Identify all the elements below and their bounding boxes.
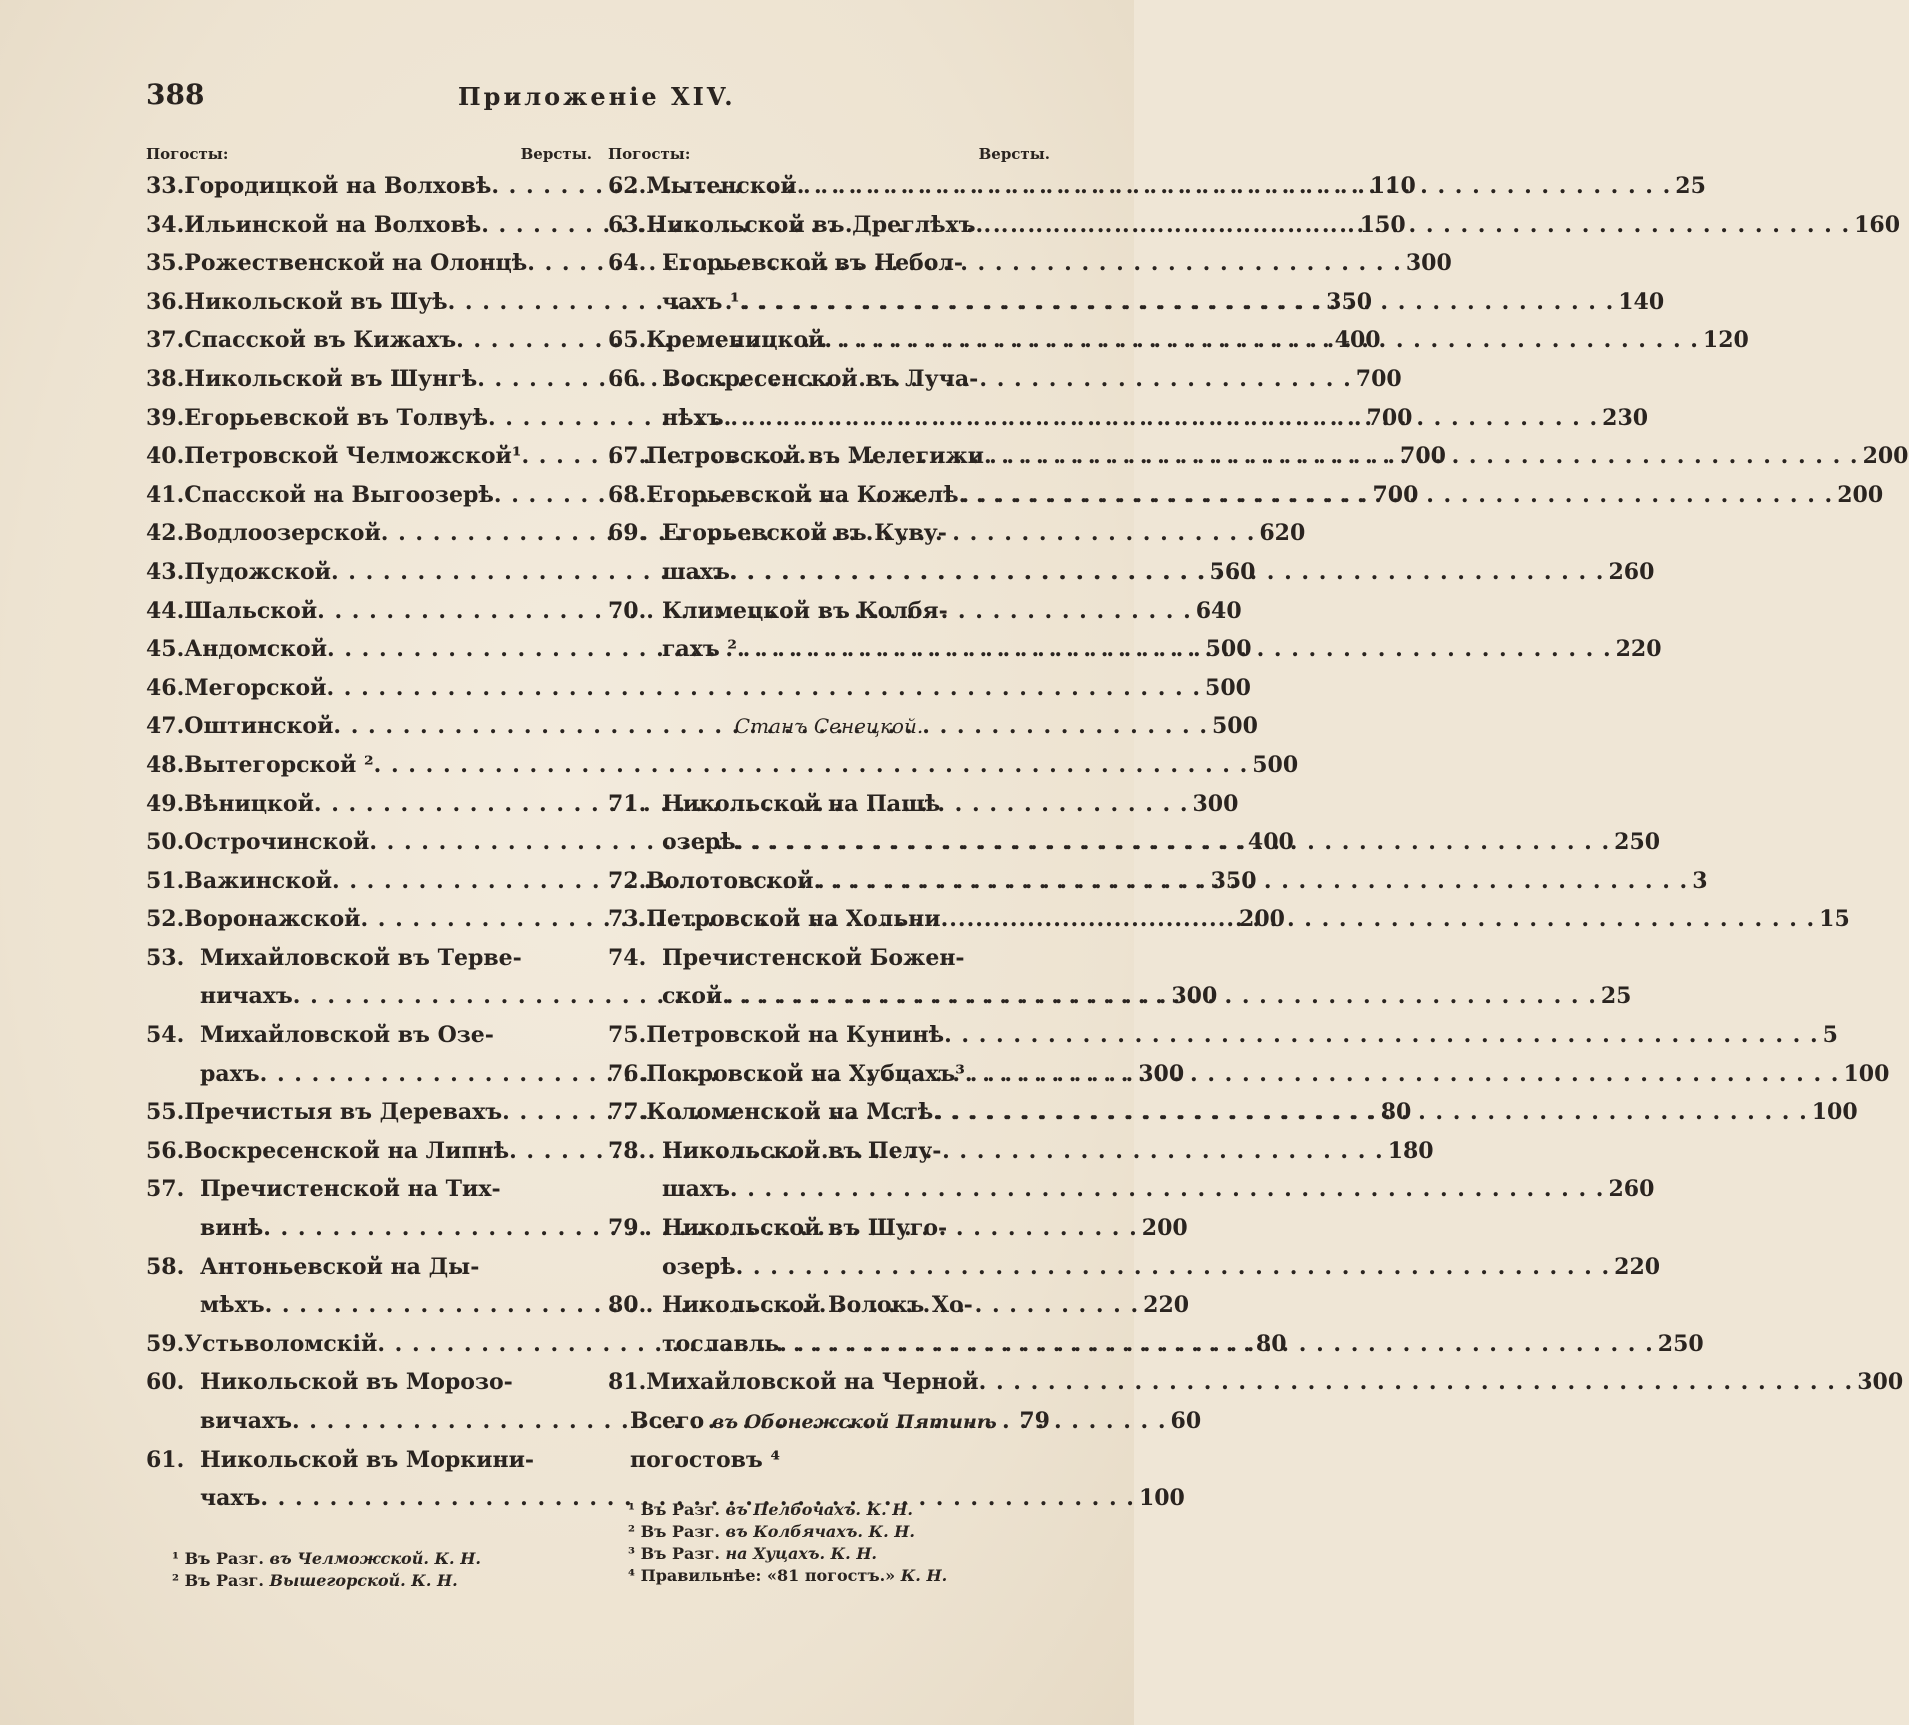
entry-number: 79. — [608, 1215, 647, 1242]
entry-line — [608, 1248, 1661, 1287]
footnote-text: Въ Разг. — [640, 1544, 726, 1563]
entry-distance: 110 — [1369, 173, 1416, 199]
entry-line — [146, 669, 1251, 708]
entry-name: озерѣ — [662, 829, 736, 856]
entry-name: Кременицкой — [646, 327, 825, 354]
entry-distance: 500 — [1212, 713, 1258, 740]
entry-name: шахъ — [662, 558, 730, 585]
entry-distance: 5 — [1822, 1022, 1838, 1049]
entry-name: мѣхъ — [200, 1292, 265, 1319]
entry-distance: 200 — [1239, 906, 1285, 933]
entry-number: 66. — [608, 365, 647, 392]
entry-distance: 620 — [1259, 520, 1306, 547]
entry-name: Воскресенской на Липнѣ — [184, 1137, 510, 1164]
entry-line — [146, 746, 1299, 785]
entry-name: Никольской въ Шуго- — [662, 1215, 948, 1242]
entry-distance: 700 — [1366, 404, 1413, 431]
entry-line — [146, 939, 592, 978]
entry-number: 49. — [146, 790, 185, 817]
entry-line — [608, 1363, 1904, 1402]
entry-name: Шальской — [184, 597, 318, 624]
dot-leader — [740, 283, 1615, 322]
entry-number: 76. — [608, 1060, 647, 1087]
entry-name: Устьволомскiй — [184, 1330, 378, 1357]
entry-name: Мегорской — [184, 674, 327, 701]
entry-number: 53. — [146, 944, 185, 971]
entry-number: 75. — [608, 1022, 647, 1049]
entry-distance: 80 — [1255, 1330, 1287, 1357]
entry-name: нѣхъ — [662, 404, 724, 431]
entry-distance: 230 — [1602, 404, 1649, 431]
left-footnotes — [172, 1548, 481, 1592]
entry-distance: 100 — [1138, 1485, 1185, 1512]
entry-name: Пречистенской на Тих- — [200, 1176, 501, 1203]
entry-line — [146, 1441, 592, 1480]
dot-leader — [730, 1170, 1605, 1209]
entry-name: Никольской Волокъ Хо- — [662, 1292, 973, 1319]
entry-distance: 250 — [1657, 1330, 1704, 1357]
entry-name: тославль — [662, 1330, 780, 1357]
footnote-text: Въ Разг. — [640, 1500, 726, 1519]
entry-name: Вѣницкой — [184, 790, 314, 817]
dot-leader — [965, 1055, 1840, 1094]
entry-distance: 200 — [1141, 1215, 1188, 1242]
entry-name: Никольской въ Моркини- — [200, 1446, 535, 1473]
entry-number: 51. — [146, 867, 185, 894]
footnote-mark: ⁴ — [628, 1566, 641, 1585]
entry-name: Никольской въ Пелу- — [662, 1137, 942, 1164]
footnote-italic: К. Н. — [900, 1566, 948, 1585]
entry-number: 55. — [146, 1099, 185, 1126]
entry-number: 54. — [146, 1022, 185, 1049]
entry-name: Петровской Челможской¹ — [184, 443, 522, 470]
entry-distance: 25 — [1600, 983, 1632, 1010]
entry-name: ничахъ — [200, 983, 293, 1010]
column-label-pogosty: Погосты: — [146, 145, 229, 163]
footnote-text: Правильнѣе: «81 погостъ.» — [640, 1566, 901, 1585]
entry-name: Петровской въ Мелегижи — [646, 443, 984, 470]
footnote-mark: ² — [628, 1522, 641, 1541]
entry-distance: 300 — [1138, 1060, 1185, 1087]
entry-distance: 25 — [1675, 173, 1706, 199]
entry-distance: 220 — [1614, 1253, 1661, 1280]
entry-name: Оштинской — [184, 713, 334, 740]
entry-distance: 250 — [1614, 829, 1661, 856]
entry-name: Егорьевской въ Толвуѣ — [184, 404, 488, 431]
entry-line — [146, 1248, 592, 1287]
dot-leader — [779, 1325, 1654, 1364]
dot-leader — [824, 321, 1699, 360]
list-item — [608, 1016, 1838, 1055]
footnote — [628, 1565, 947, 1587]
entry-number: 36. — [146, 288, 185, 315]
footnote-text: Въ Разг. — [640, 1522, 726, 1541]
entry-number: 58. — [146, 1253, 185, 1280]
entry-name: Петровской на Кунинѣ — [646, 1022, 945, 1049]
entry-distance: 400 — [1334, 327, 1381, 354]
entry-name: ской — [662, 983, 723, 1010]
entry-name: Никольской въ Морозо- — [200, 1369, 513, 1396]
total-line-2: погостовъ ⁴ — [630, 1446, 781, 1473]
right-column-header — [608, 143, 1050, 165]
entry-distance: 400 — [1247, 829, 1294, 856]
section-title: Станъ Сенецкой. — [734, 714, 924, 739]
list-item — [146, 746, 1299, 785]
entry-distance: 180 — [1387, 1137, 1434, 1164]
entry-number: 35. — [146, 250, 185, 277]
entry-name: чахъ — [200, 1485, 261, 1512]
entry-distance: 500 — [1252, 751, 1299, 778]
entry-number: 42. — [146, 520, 185, 547]
footnote-italic: Вышегорской. К. Н. — [269, 1571, 458, 1590]
entry-name: Вытегорской ² — [184, 751, 374, 778]
entry-number: 67. — [608, 443, 647, 470]
entry-name: винѣ — [200, 1215, 264, 1242]
entry-name: Никольской въ Дреглѣхъ — [646, 211, 976, 238]
entry-line — [608, 939, 1050, 978]
entry-number: 69. — [608, 520, 647, 547]
entry-name: Петровской на Хольни — [646, 906, 941, 933]
entry-number: 63. — [608, 211, 647, 238]
entry-name: Андомской — [184, 636, 328, 663]
entry-distance: 200 — [1837, 481, 1884, 508]
entry-name: Егорьевской на Кожелѣ — [646, 481, 959, 508]
entry-name: Никольской въ Шуѣ — [184, 288, 448, 315]
entry-distance: 3 — [1692, 867, 1708, 894]
dot-leader — [724, 399, 1599, 438]
entry-number: 39. — [146, 404, 185, 431]
dot-leader — [730, 553, 1605, 592]
left-column-header — [146, 143, 592, 165]
entry-line — [608, 785, 1050, 824]
entry-number: 77. — [608, 1099, 647, 1126]
entry-distance: 140 — [1618, 288, 1665, 315]
entry-distance: 260 — [1608, 1176, 1655, 1203]
entry-name: Михайловской въ Терве- — [200, 944, 522, 971]
entry-name: Спасской на Выгоозерѣ — [184, 481, 494, 508]
entry-name: Острочинской — [184, 829, 370, 856]
entry-distance: 80 — [1380, 1099, 1412, 1126]
entry-name: Егорьевской въ Небол- — [662, 250, 964, 277]
entry-number: 59. — [146, 1330, 185, 1357]
entry-line — [146, 1363, 592, 1402]
entry-name: Климецкой въ Колбя- — [662, 597, 948, 624]
entry-name: Никольской на Пашѣ — [662, 790, 941, 817]
footnote-italic: въ Пелбочахъ. К. Н. — [725, 1500, 913, 1519]
dot-leader — [737, 630, 1612, 669]
page-title: Приложенiе XIV. — [458, 82, 736, 111]
footnote-text: Въ Разг. — [184, 1549, 270, 1568]
entry-name: Рожественской на Олонцѣ — [184, 250, 528, 277]
footnote — [172, 1570, 481, 1592]
page-number: 388 — [146, 78, 205, 111]
entry-distance: 500 — [1205, 636, 1252, 663]
entry-number: 74. — [608, 944, 647, 971]
entry-name: чахъ ¹ — [662, 288, 740, 315]
dot-leader — [984, 437, 1859, 476]
column-label-versty: Версты. — [978, 145, 1050, 163]
entry-name: Мытенской — [646, 173, 797, 199]
entry-number: 80. — [608, 1292, 647, 1319]
footnote — [172, 1548, 481, 1570]
entry-name: Егорьевской въ Куву- — [662, 520, 947, 547]
entry-name: Городицкой на Волховѣ — [184, 173, 492, 199]
entry-name: Ильинской на Волховѣ — [184, 211, 482, 238]
footnote-mark: ¹ — [628, 1500, 641, 1519]
entry-number: 50. — [146, 829, 185, 856]
footnote-mark: ³ — [628, 1544, 641, 1563]
dot-leader — [736, 823, 1611, 862]
entry-distance: 15 — [1819, 906, 1850, 933]
right-footnotes — [628, 1499, 947, 1587]
footnote-mark: ² — [172, 1571, 185, 1590]
entry-name: Антоньевской на Ды- — [200, 1253, 480, 1280]
entry-number: 41. — [146, 481, 185, 508]
dot-leader — [941, 900, 1816, 939]
list-item — [608, 1363, 1904, 1402]
entry-number: 34. — [146, 211, 185, 238]
entry-number: 40. — [146, 443, 185, 470]
entry-name: Коломенской на Мстѣ — [646, 1099, 934, 1126]
list-item — [146, 669, 1251, 708]
dot-leader — [722, 977, 1597, 1016]
dot-leader — [736, 1248, 1611, 1287]
entry-line — [608, 592, 1050, 631]
entry-distance: 220 — [1143, 1292, 1190, 1319]
entry-line — [608, 1132, 1050, 1171]
entry-name: Волотовской — [646, 867, 814, 894]
entry-number: 52. — [146, 906, 185, 933]
entry-distance: 700 — [1372, 481, 1419, 508]
entry-number: 73. — [608, 906, 647, 933]
dot-leader — [979, 1363, 1854, 1402]
entry-distance: 100 — [1811, 1099, 1858, 1126]
entry-distance: 300 — [1405, 250, 1452, 277]
entry-line — [608, 360, 1050, 399]
entry-distance: 500 — [1205, 674, 1251, 701]
entry-name: рахъ — [200, 1060, 260, 1087]
entry-distance: 160 — [1854, 211, 1901, 238]
total-italic: въ Обонежской Пятинѣ — [711, 1411, 997, 1433]
column-label-pogosty: Погосты: — [608, 145, 691, 163]
entry-number: 48. — [146, 751, 185, 778]
entry-distance: 220 — [1615, 636, 1662, 663]
entry-line — [608, 1016, 1838, 1055]
footnote — [628, 1499, 947, 1521]
entry-name: Воскресенской въ Луча- — [662, 365, 979, 392]
footnote — [628, 1543, 947, 1565]
entry-name: Пудожской — [184, 558, 331, 585]
entry-name: Водлоозерской — [184, 520, 381, 547]
entry-distance: 300 — [1171, 983, 1218, 1010]
entry-number: 46. — [146, 674, 185, 701]
entry-number: 60. — [146, 1369, 185, 1396]
entry-name: Пречистенской Божен- — [662, 944, 965, 971]
entry-name: Воронажской — [184, 906, 361, 933]
entry-name: гахъ ² — [662, 636, 738, 663]
entry-distance: 300 — [1857, 1369, 1904, 1396]
entry-line — [146, 1170, 592, 1209]
dot-leader — [797, 167, 1672, 206]
total-word: Всего — [630, 1408, 705, 1434]
column-label-versty: Версты. — [520, 145, 592, 163]
entry-distance: 640 — [1195, 597, 1242, 624]
entry-name: Михайловской въ Озе- — [200, 1022, 494, 1049]
entry-number: 61. — [146, 1446, 185, 1473]
entry-name: Пречистыя въ Деревахъ — [184, 1099, 503, 1126]
entry-number: 37. — [146, 327, 185, 354]
entry-name: Михайловской на Черной — [646, 1369, 979, 1396]
footnote-italic: въ Челможской. К. Н. — [269, 1549, 481, 1568]
total-count: 79 — [1019, 1408, 1050, 1434]
entry-distance: 560 — [1209, 558, 1256, 585]
entry-number: 56. — [146, 1137, 185, 1164]
entry-number: 44. — [146, 597, 185, 624]
dot-leader — [933, 1093, 1808, 1132]
entry-name: озерѣ — [662, 1253, 736, 1280]
entry-line — [608, 1170, 1655, 1209]
entry-distance: 350 — [1210, 867, 1257, 894]
dot-leader — [944, 1016, 1819, 1055]
entry-number: 62. — [608, 173, 647, 199]
entry-line — [146, 1016, 592, 1055]
entry-distance: 60 — [1170, 1408, 1202, 1434]
entry-distance: 300 — [1192, 790, 1239, 817]
footnote-mark: ¹ — [172, 1549, 185, 1568]
entry-name: Спасской въ Кижахъ — [184, 327, 457, 354]
entry-number: 57. — [146, 1176, 185, 1203]
entry-distance: 200 — [1862, 443, 1909, 470]
entry-distance: 700 — [1400, 443, 1446, 470]
dot-leader — [814, 862, 1689, 901]
entry-distance: 100 — [1843, 1060, 1890, 1087]
entry-number: 64. — [608, 250, 647, 277]
total-line — [608, 1402, 1050, 1479]
entry-number: 78. — [608, 1137, 647, 1164]
entry-name: Покровской на Хубцахъ³ — [646, 1060, 965, 1087]
footnote-text: Въ Разг. — [184, 1571, 270, 1590]
entry-line — [608, 1286, 1050, 1325]
entry-line — [608, 1209, 1050, 1248]
entry-distance: 260 — [1608, 558, 1655, 585]
entry-number: 65. — [608, 327, 647, 354]
entry-number: 72. — [608, 867, 647, 894]
entry-number: 68. — [608, 481, 647, 508]
entry-distance: 120 — [1702, 327, 1749, 354]
entry-distance: 150 — [1359, 211, 1406, 238]
footnote — [628, 1521, 947, 1543]
entry-name: Важинской — [184, 867, 333, 894]
entry-number: 43. — [146, 558, 185, 585]
entry-number: 81. — [608, 1369, 647, 1396]
page-header — [146, 78, 1046, 118]
footnote-italic: въ Колбячахъ. К. Н. — [725, 1522, 915, 1541]
footnote-italic: на Хуцахъ. К. Н. — [725, 1544, 877, 1563]
dot-leader — [976, 206, 1851, 245]
entry-distance: 350 — [1326, 288, 1373, 315]
entry-line — [608, 514, 1050, 553]
entry-number: 71. — [608, 790, 647, 817]
entry-number: 45. — [146, 636, 185, 663]
entry-number: 38. — [146, 365, 185, 392]
entry-name: вичахъ — [200, 1408, 292, 1434]
entry-name: Никольской въ Шунгѣ — [184, 365, 478, 392]
entry-number: 70. — [608, 597, 647, 624]
entry-line — [608, 244, 1050, 283]
entry-number: 33. — [146, 173, 185, 199]
entry-name: шахъ — [662, 1176, 730, 1203]
dot-leader — [959, 476, 1834, 515]
entry-distance: 700 — [1355, 365, 1402, 392]
entry-number: 47. — [146, 713, 185, 740]
